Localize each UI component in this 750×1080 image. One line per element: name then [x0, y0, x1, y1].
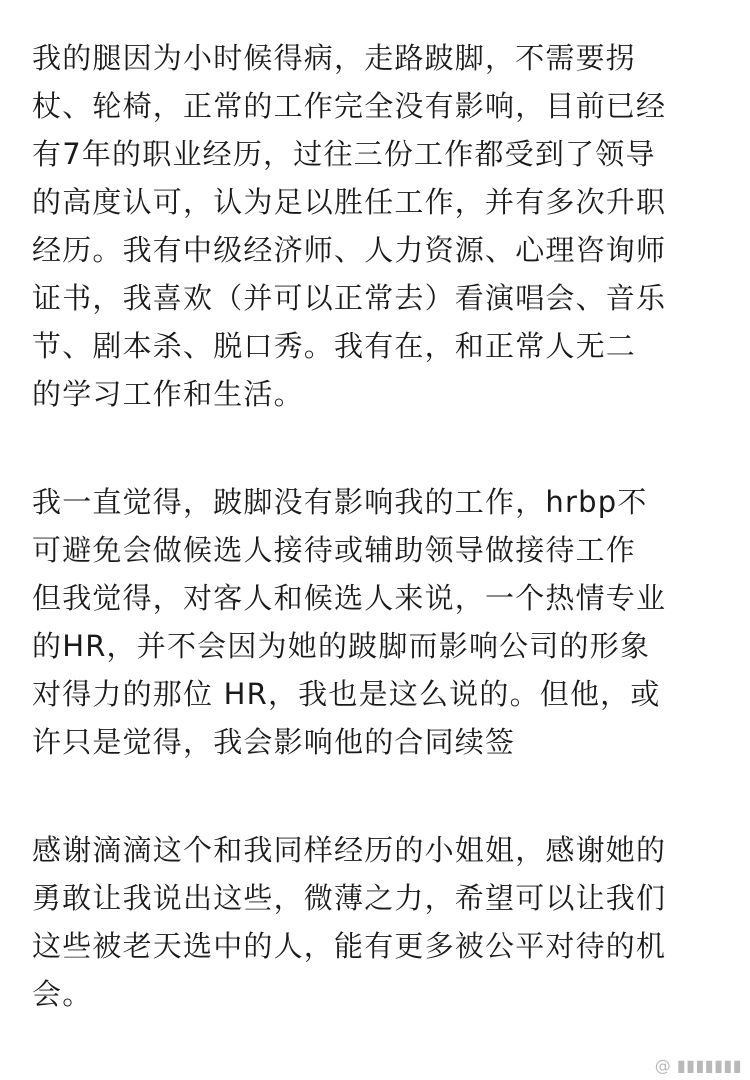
- paragraph-3: [32, 826, 732, 1018]
- paragraph-gap: [32, 466, 732, 478]
- text-line: 节、剧本杀、脱口秀。我有在，和正常人无二: [32, 329, 637, 363]
- watermark: @ ▮▮▮▮▮▮▮: [654, 1056, 742, 1075]
- text-line: 杖、轮椅，正常的工作完全没有影响，目前已经: [32, 89, 667, 123]
- text-line: 这些被老天选中的人，能有更多被公平对待的机: [32, 929, 667, 963]
- paragraph-gap: [32, 814, 732, 826]
- text-line: 有7年的职业经历，过往三份工作都受到了领导: [32, 137, 656, 171]
- paragraph-gap: [32, 418, 732, 466]
- post-body: [32, 34, 732, 1018]
- text-line: 对得力的那位 HR，我也是这么说的。但他，或: [32, 677, 661, 711]
- paragraph-gap: [32, 766, 732, 814]
- text-line: 会。: [32, 977, 93, 1011]
- paragraph-2: [32, 478, 732, 766]
- text-line: 我的腿因为小时候得病，走路跛脚，不需要拐: [32, 41, 637, 75]
- text-line: 的HR，并不会因为她的跛脚而影响公司的形象: [32, 629, 651, 663]
- text-line: 的学习工作和生活。: [32, 377, 304, 411]
- text-line: 的高度认可，认为足以胜任工作，并有多次升职: [32, 185, 667, 219]
- text-line: 感谢滴滴这个和我同样经历的小姐姐，感谢她的: [32, 833, 667, 867]
- paragraph-1: [32, 34, 732, 418]
- text-line: 经历。我有中级经济师、人力资源、心理咨询师: [32, 233, 667, 267]
- text-line: 可避免会做候选人接待或辅助领导做接待工作: [32, 533, 637, 567]
- text-line: 证书，我喜欢（并可以正常去）看演唱会、音乐: [32, 281, 667, 315]
- text-line: 勇敢让我说出这些，微薄之力，希望可以让我们: [32, 881, 667, 915]
- text-line: 我一直觉得，跛脚没有影响我的工作，hrbp不: [32, 485, 648, 519]
- text-line: 许只是觉得，我会影响他的合同续签: [32, 725, 516, 759]
- text-line: 但我觉得，对客人和候选人来说，一个热情专业: [32, 581, 667, 615]
